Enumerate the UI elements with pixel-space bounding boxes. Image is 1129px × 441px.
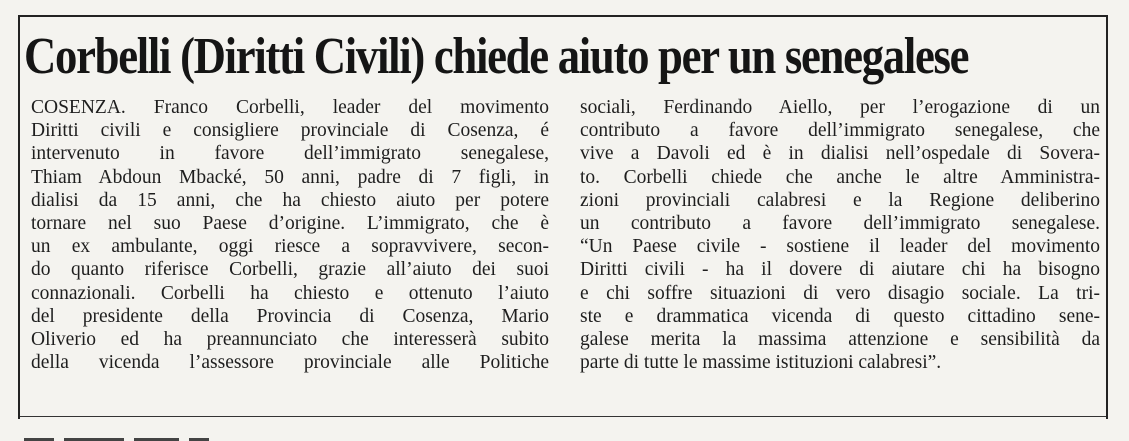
text-line: Diritti civili e consigliere provinciale di Cosenza, é bbox=[31, 120, 549, 142]
text-line: del presidente della Provincia di Cosenza, Mario bbox=[31, 305, 549, 327]
text-line: un contributo a favore dell’immigrato senegalese. bbox=[580, 212, 1100, 234]
text-line: “Un Paese civile - sostiene il leader del movimento bbox=[580, 236, 1100, 258]
text-line: zioni provinciali calabresi e la Regione deliberino bbox=[580, 189, 1100, 211]
text-line: sociali, Ferdinando Aiello, per l’erogazione di un bbox=[580, 97, 1100, 118]
text-line: parte di tutte le massime istituzioni calabresi”. bbox=[580, 352, 942, 374]
text-line: ste e drammatica vicenda di questo cittadino sene- bbox=[580, 305, 1100, 327]
text-line: COSENZA. Franco Corbelli, leader del movimento bbox=[31, 97, 549, 118]
text-line: un ex ambulante, oggi riesce a sopravvivere, secon- bbox=[31, 236, 549, 258]
cropped-next-article-fragment bbox=[24, 428, 264, 441]
text-line: Oliverio ed ha preannunciato che interesserà subito bbox=[31, 328, 549, 350]
text-line: to. Corbelli chiede che anche le altre Amministra- bbox=[580, 166, 1100, 188]
text-line: connazionali. Corbelli ha chiesto e ottenuto l’aiuto bbox=[31, 282, 549, 304]
text-line: tornare nel suo Paese d’origine. L’immigrato, che è bbox=[31, 212, 549, 234]
bottom-rule bbox=[20, 416, 1106, 417]
text-line: do quanto riferisce Corbelli, grazie all’aiuto dei suoi bbox=[31, 259, 549, 281]
text-line: vive a Davoli ed è in dialisi nell’ospedale di Sovera- bbox=[580, 143, 1100, 165]
article-column-right bbox=[580, 96, 1100, 374]
text-line: della vicenda l’assessore provinciale alle Politiche bbox=[31, 352, 549, 374]
text-line: Thiam Abdoun Mbacké, 50 anni, padre di 7 figli, in bbox=[31, 166, 549, 188]
text-line: dialisi da 15 anni, che ha chiesto aiuto per potere bbox=[31, 189, 549, 211]
article-column-left bbox=[31, 96, 549, 374]
text-line: contributo a favore dell’immigrato senegalese, che bbox=[580, 120, 1100, 142]
text-line: intervenuto in favore dell’immigrato senegalese, bbox=[31, 143, 549, 165]
article-headline: Corbelli (Diritti Civili) chiede aiuto per un senegalese bbox=[24, 28, 969, 85]
text-line: galese merita la massima attenzione e sensibilità da bbox=[580, 328, 1100, 350]
text-line: e chi soffre situazioni di vero disagio sociale. La tri- bbox=[580, 282, 1100, 304]
text-line: Diritti civili - ha il dovere di aiutare chi ha bisogno bbox=[580, 259, 1100, 281]
